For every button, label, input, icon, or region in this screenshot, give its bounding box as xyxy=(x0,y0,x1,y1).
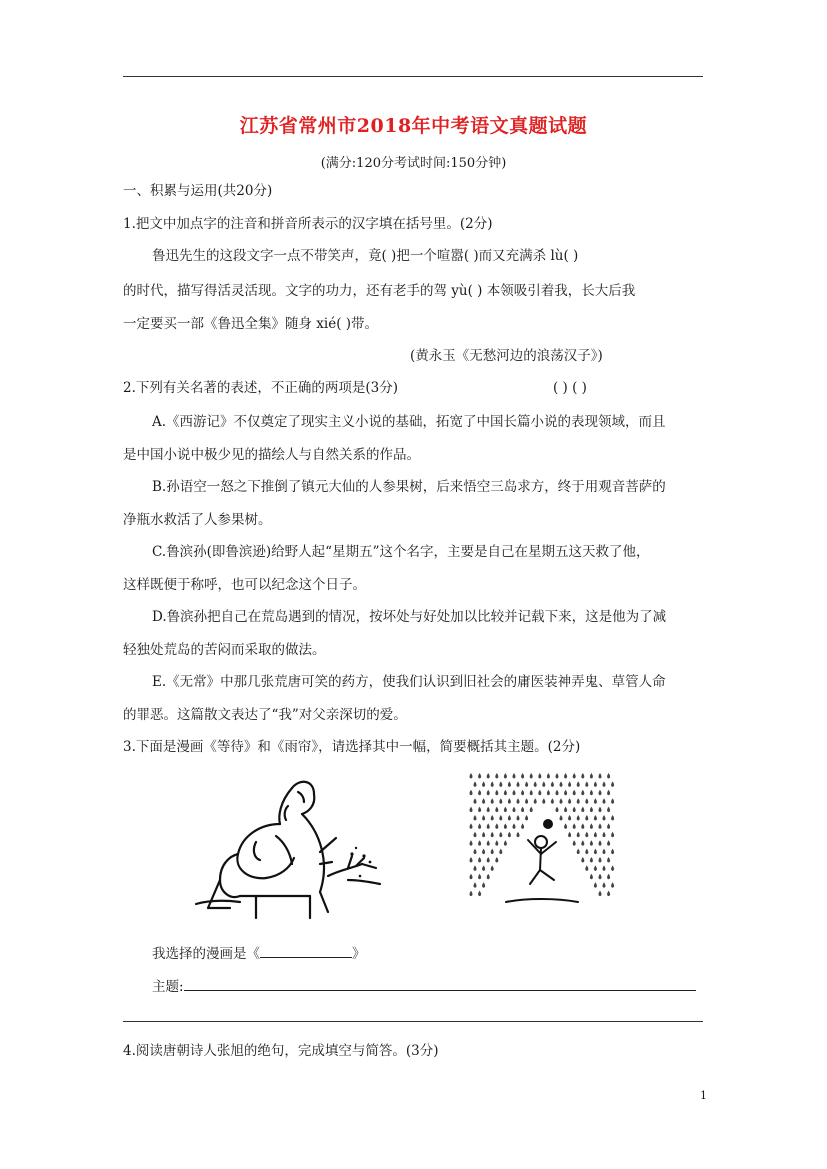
rain-drop xyxy=(482,781,485,787)
rain-drop xyxy=(577,832,580,838)
rain-drop xyxy=(530,773,533,779)
rain-drop xyxy=(499,849,502,855)
rain-drop xyxy=(573,790,576,796)
section-heading: 一、积累与运用(共20分) xyxy=(123,183,273,199)
rain-drop xyxy=(585,781,588,787)
rain-drop xyxy=(482,832,485,838)
rain-drop xyxy=(478,807,481,813)
q2-option-e-line2: 的罪恶。这篇散文表达了“我”对父亲深切的爱。 xyxy=(123,707,407,723)
rain-drop xyxy=(607,891,610,897)
rain-drop xyxy=(491,849,494,855)
rain-drop xyxy=(487,807,490,813)
rain-drop xyxy=(560,798,563,804)
q4-stem: 4.阅读唐朝诗人张旭的绝句，完成填空与简答。(3分) xyxy=(123,1043,439,1059)
rain-drop xyxy=(585,849,588,855)
rain-drop xyxy=(487,823,490,829)
q2-option-d-line1: D.鲁滨孙把自己在荒岛遇到的情况，按坏处与好处加以比较并记载下来，这是他为了减 xyxy=(152,609,667,625)
rain-drop xyxy=(499,832,502,838)
rain-drop xyxy=(594,781,597,787)
rain-drop xyxy=(590,790,593,796)
rain-drop xyxy=(611,815,614,821)
rain-drop xyxy=(564,773,567,779)
rain-drop xyxy=(590,857,593,863)
rain-drop xyxy=(478,840,481,846)
rain-drop xyxy=(581,807,584,813)
rain-drop xyxy=(585,798,588,804)
rain-drop xyxy=(470,790,473,796)
section-divider xyxy=(123,1021,703,1022)
rain-drop xyxy=(513,773,516,779)
rain-drop xyxy=(474,832,477,838)
rain-drop xyxy=(525,781,528,787)
rain-drop xyxy=(577,781,580,787)
rain-drop xyxy=(590,807,593,813)
rain-drop xyxy=(530,790,533,796)
rain-drop xyxy=(581,823,584,829)
rain-drop xyxy=(504,773,507,779)
rain-drop xyxy=(470,874,473,880)
rain-drop xyxy=(599,891,602,897)
rain-drop xyxy=(478,773,481,779)
rain-drop xyxy=(585,832,588,838)
rain-drop xyxy=(470,891,473,897)
rain-drop xyxy=(474,882,477,888)
rain-drop xyxy=(487,840,490,846)
rain-drop xyxy=(513,790,516,796)
rain-drop xyxy=(504,823,507,829)
rain-drop xyxy=(568,815,571,821)
rain-drop xyxy=(474,849,477,855)
rain-drop xyxy=(525,798,528,804)
rain-drop xyxy=(599,840,602,846)
rain-drop xyxy=(594,882,597,888)
rain-drop xyxy=(538,773,541,779)
q2-option-c-line2: 这样既便于称呼，也可以纪念这个日子。 xyxy=(123,577,366,593)
rain-drop xyxy=(504,790,507,796)
q1-para-line3: 一定要买一部《鲁迅全集》随身 xié( )带。 xyxy=(123,316,379,332)
q1-source: (黄永玉《无愁河边的浪荡汉子》) xyxy=(410,348,603,364)
q1-stem: 1.把文中加点字的注音和拼音所表示的汉字填在括号里。(2分) xyxy=(123,216,493,232)
rain-drop xyxy=(603,849,606,855)
rain-drop xyxy=(603,815,606,821)
rain-drop xyxy=(599,807,602,813)
rain-drop xyxy=(534,781,537,787)
q3-choice-suffix: 》 xyxy=(352,946,366,962)
top-rule xyxy=(123,76,703,77)
rain-drop xyxy=(573,823,576,829)
rain-drop xyxy=(564,823,567,829)
page-title: 江苏省常州市2018年中考语文真题试题 xyxy=(239,115,588,137)
cartoon-waiting-image xyxy=(180,772,390,922)
rain-drop xyxy=(599,823,602,829)
rain-drop xyxy=(594,815,597,821)
rain-drop xyxy=(491,832,494,838)
rain-drop xyxy=(478,790,481,796)
rain-drop xyxy=(470,773,473,779)
rain-drop xyxy=(573,840,576,846)
rain-drop xyxy=(594,832,597,838)
rain-drop xyxy=(590,773,593,779)
rain-drop xyxy=(603,832,606,838)
exam-subtitle: (满分:120分考试时间:150分钟) xyxy=(320,156,507,171)
rain-drop xyxy=(504,807,507,813)
rain-drop xyxy=(478,823,481,829)
q3-choice-line xyxy=(152,943,366,964)
rain-drop xyxy=(478,874,481,880)
q2-option-a-line1: A.《西游记》不仅奠定了现实主义小说的基础，拓宽了中国长篇小说的表现领域，而且 xyxy=(152,414,666,430)
rain-drop xyxy=(594,865,597,871)
rain-drop xyxy=(482,798,485,804)
rain-drop xyxy=(491,798,494,804)
rain-drop xyxy=(603,781,606,787)
rain-drop xyxy=(585,865,588,871)
rain-drop xyxy=(474,815,477,821)
rain-drop xyxy=(482,882,485,888)
rain-drop xyxy=(581,790,584,796)
rain-drop xyxy=(525,815,528,821)
rain-drop xyxy=(599,790,602,796)
rain-drop xyxy=(491,815,494,821)
rain-drop xyxy=(487,874,490,880)
rain-drop xyxy=(482,849,485,855)
cartoon-rain-curtain-image xyxy=(466,770,616,915)
rain-drop xyxy=(482,815,485,821)
rain-drop xyxy=(487,790,490,796)
rain-drop xyxy=(560,781,563,787)
rain-drop xyxy=(517,798,520,804)
rain-drop xyxy=(530,807,533,813)
rain-drop xyxy=(556,807,559,813)
rain-drop xyxy=(564,807,567,813)
rain-drop xyxy=(556,773,559,779)
rain-drop xyxy=(556,790,559,796)
q3-theme-blank[interactable] xyxy=(184,976,696,991)
q1-para-line2: 的时代，描写得活灵活现。文字的功力，还有老手的驾 yù( ) 本领吸引着我，长大后我 xyxy=(123,283,636,299)
rain-drop xyxy=(607,874,610,880)
rain-drop xyxy=(495,857,498,863)
rain-drop xyxy=(607,840,610,846)
rain-drop xyxy=(599,857,602,863)
rain-drop xyxy=(499,815,502,821)
rain-drop xyxy=(517,781,520,787)
rain-drop xyxy=(491,781,494,787)
rain-drop xyxy=(607,790,610,796)
rain-drop xyxy=(517,832,520,838)
page-number: 1 xyxy=(700,1089,707,1102)
rain-drop xyxy=(594,849,597,855)
rain-drop xyxy=(551,798,554,804)
rain-drop xyxy=(603,865,606,871)
rain-drop xyxy=(599,773,602,779)
rain-drop xyxy=(508,798,511,804)
rain-drop xyxy=(585,815,588,821)
rain-drop xyxy=(611,832,614,838)
rain-drop xyxy=(594,798,597,804)
rain-drop xyxy=(611,781,614,787)
rain-drop xyxy=(568,798,571,804)
rain-drop xyxy=(568,781,571,787)
rain-drop xyxy=(521,823,524,829)
rain-drop xyxy=(577,798,580,804)
rain-drop xyxy=(513,823,516,829)
rain-drop xyxy=(573,807,576,813)
rain-drop xyxy=(470,840,473,846)
rain-drop xyxy=(504,840,507,846)
rain-drop xyxy=(499,798,502,804)
rain-drop xyxy=(590,840,593,846)
rain-drop xyxy=(590,874,593,880)
rain-drop xyxy=(508,832,511,838)
rain-drop xyxy=(470,823,473,829)
rain-drop xyxy=(474,798,477,804)
rain-drop xyxy=(551,781,554,787)
rain-drop xyxy=(581,857,584,863)
rain-drop xyxy=(470,807,473,813)
rain-drop xyxy=(581,840,584,846)
q2-option-a-line2: 是中国小说中极少见的描绘人与自然关系的作品。 xyxy=(123,447,420,463)
q3-theme-label: 主题: xyxy=(152,979,184,995)
rain-drop xyxy=(487,857,490,863)
rain-drop xyxy=(577,849,580,855)
q2-stem: 2.下列有关名著的表述，不正确的两项是(3分) xyxy=(123,380,399,396)
rain-drop xyxy=(603,798,606,804)
rain-drop xyxy=(599,874,602,880)
rain-drop xyxy=(607,857,610,863)
rain-drop xyxy=(495,823,498,829)
rain-drop xyxy=(542,798,545,804)
q3-stem: 3.下面是漫画《等待》和《雨帘》，请选择其中一幅，简要概括其主题。(2分) xyxy=(123,739,581,755)
rain-drop xyxy=(495,840,498,846)
rain-drop xyxy=(547,773,550,779)
rain-drop xyxy=(495,790,498,796)
rain-drop xyxy=(474,781,477,787)
q1-para-line1: 鲁迅先生的这段文字一点不带笑声，竟( )把一个喧嚣( )而又充满杀 lù( ) xyxy=(152,248,579,264)
rain-drop xyxy=(538,790,541,796)
rain-drop xyxy=(611,849,614,855)
q2-option-b-line1: B.孙语空一怒之下推倒了镇元大仙的人参果树，后来悟空三岛求方，终于用观音菩萨的 xyxy=(152,479,666,495)
q3-choice-blank[interactable] xyxy=(260,943,352,958)
rain-drop xyxy=(521,790,524,796)
rain-drop xyxy=(611,865,614,871)
rain-drop xyxy=(513,807,516,813)
rain-drop xyxy=(607,823,610,829)
rain-drop xyxy=(581,773,584,779)
rain-drop xyxy=(590,823,593,829)
rain-drop xyxy=(491,865,494,871)
rain-drop xyxy=(611,882,614,888)
rain-drop xyxy=(499,781,502,787)
rain-drop xyxy=(568,832,571,838)
rain-drop xyxy=(474,865,477,871)
rain-drop xyxy=(495,773,498,779)
rain-drop xyxy=(478,891,481,897)
rain-drop xyxy=(470,857,473,863)
q2-option-c-line1: C.鲁滨孙(即鲁滨逊)给野人起“星期五”这个名字，主要是自己在星期五这天救了他， xyxy=(152,544,650,560)
rain-drop xyxy=(478,857,481,863)
q3-theme-line xyxy=(152,976,696,997)
q3-choice-prefix: 我选择的漫画是《 xyxy=(152,946,260,962)
rain-drop xyxy=(495,807,498,813)
rain-drop xyxy=(564,790,567,796)
rain-drop xyxy=(534,798,537,804)
rain-drop xyxy=(611,798,614,804)
rain-drop xyxy=(508,815,511,821)
rain-drop xyxy=(560,815,563,821)
rain-drop xyxy=(517,815,520,821)
q2-option-e-line1: E.《无常》中那几张荒唐可笑的药方，使我们认识到旧社会的庸医装神弄鬼、草管人命 xyxy=(152,674,666,690)
rain-drop xyxy=(542,781,545,787)
rain-drop xyxy=(487,773,490,779)
q2-option-d-line2: 轻独处荒岛的苦闷而采取的做法。 xyxy=(123,642,326,658)
rain-drop xyxy=(521,807,524,813)
rain-drop xyxy=(482,865,485,871)
rain-drop xyxy=(577,815,580,821)
q2-option-b-line2: 净瓶水救活了人参果树。 xyxy=(123,512,272,528)
q2-answer-blanks[interactable]: ( ) ( ) xyxy=(553,380,587,396)
rain-drop xyxy=(573,773,576,779)
rain-drop xyxy=(547,790,550,796)
rain-drop xyxy=(508,781,511,787)
rain-drop xyxy=(607,807,610,813)
rain-drop xyxy=(607,773,610,779)
rain-drop xyxy=(521,773,524,779)
rain-drop xyxy=(603,882,606,888)
